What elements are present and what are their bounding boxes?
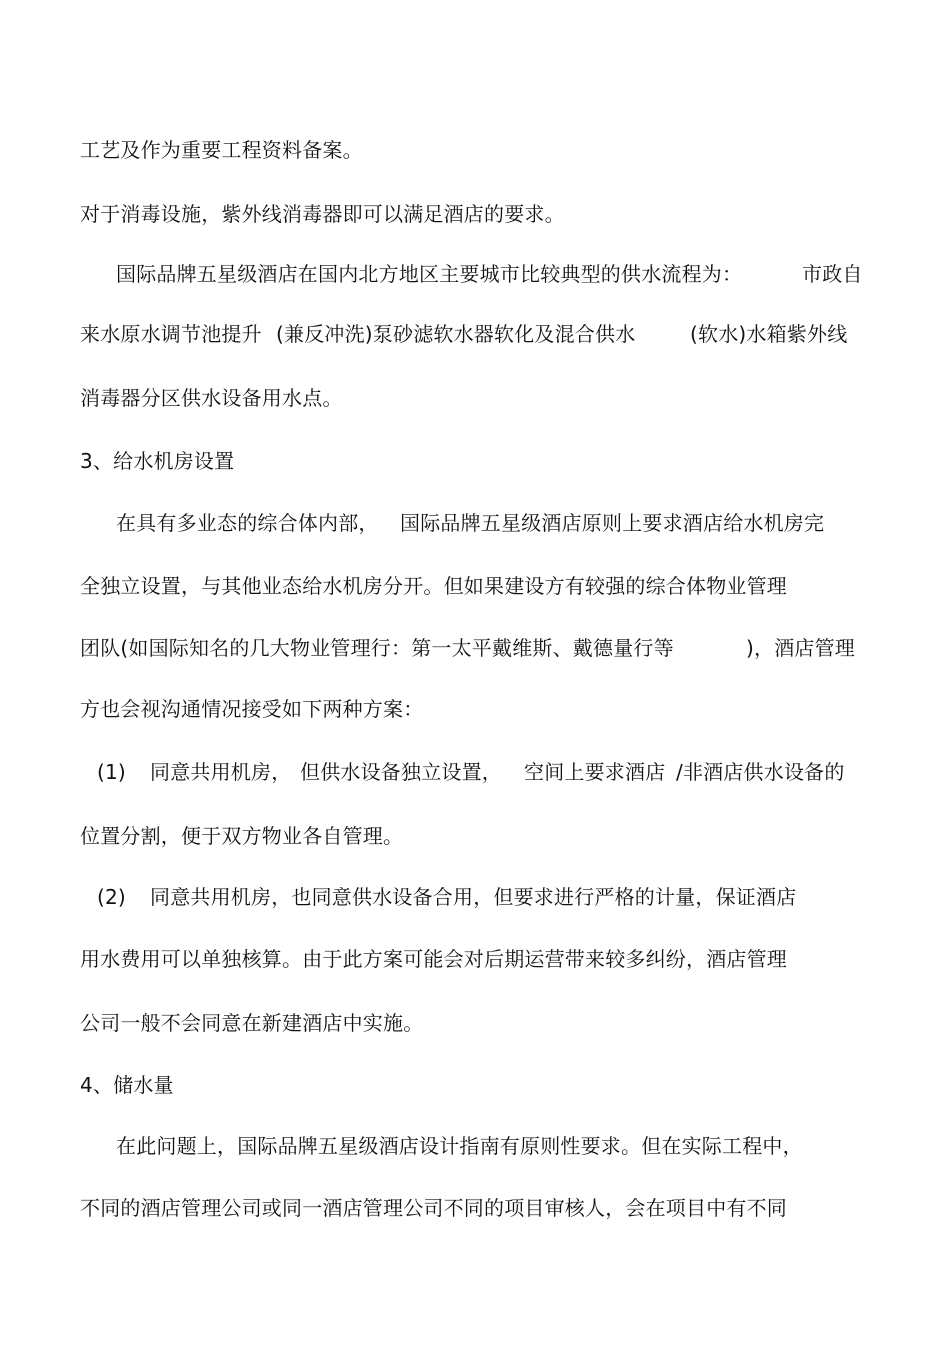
paragraph-line: 对于消毒设施，紫外线消毒器即可以满足酒店的要求。 xyxy=(80,202,565,226)
paragraph-line: 在具有多业态的综合体内部， xyxy=(116,511,379,535)
paragraph-line: 方也会视沟通情况接受如下两种方案： xyxy=(80,697,424,721)
paragraph-line-fragment: (软水)水箱紫外线 xyxy=(690,322,848,346)
paragraph-line: 国际品牌五星级酒店在国内北方地区主要城市比较典型的供水流程为： xyxy=(116,262,743,286)
paragraph-line: 不同的酒店管理公司或同一酒店管理公司不同的项目审核人，会在项目中有不同 xyxy=(80,1196,787,1220)
paragraph-line: 消毒器分区供水设备用水点。 xyxy=(80,386,343,410)
list-number: (1) xyxy=(97,760,126,784)
paragraph-line: 工艺及作为重要工程资料备案。 xyxy=(80,138,363,162)
paragraph-line: 团队(如国际知名的几大物业管理行：第一太平戴维斯、戴德量行等 xyxy=(80,636,674,660)
list-number: (2) xyxy=(97,885,126,909)
section-heading: 4、储水量 xyxy=(80,1073,174,1097)
paragraph-line: 用水费用可以单独核算。由于此方案可能会对后期运营带来较多纠纷，酒店管理 xyxy=(80,947,787,971)
paragraph-line-fragment: (兼反冲洗)泵砂滤软水器软化及混合供水 xyxy=(276,322,636,346)
list-item-text: 但供水设备独立设置， xyxy=(300,760,502,784)
paragraph-line: 位置分割，便于双方物业各自管理。 xyxy=(80,824,404,848)
list-item-text: 同意共用机房，也同意供水设备合用，但要求进行严格的计量，保证酒店 xyxy=(150,885,797,909)
paragraph-line: 来水原水调节池提升 xyxy=(80,322,262,346)
paragraph-line-fragment: )，酒店管理 xyxy=(746,636,856,660)
section-heading: 3、给水机房设置 xyxy=(80,449,235,473)
list-item-text: 同意共用机房， xyxy=(150,760,292,784)
paragraph-line: 全独立设置，与其他业态给水机房分开。但如果建设方有较强的综合体物业管理 xyxy=(80,574,787,598)
paragraph-line-fragment: 市政自 xyxy=(802,262,863,286)
paragraph-line: 公司一般不会同意在新建酒店中实施。 xyxy=(80,1011,424,1035)
paragraph-line-fragment: 国际品牌五星级酒店原则上要求酒店给水机房完 xyxy=(400,511,825,535)
list-item-text: 空间上要求酒店 xyxy=(524,760,666,784)
paragraph-line: 在此问题上，国际品牌五星级酒店设计指南有原则性要求。但在实际工程中， xyxy=(116,1134,803,1158)
list-item-text: /非酒店供水设备的 xyxy=(676,760,845,784)
